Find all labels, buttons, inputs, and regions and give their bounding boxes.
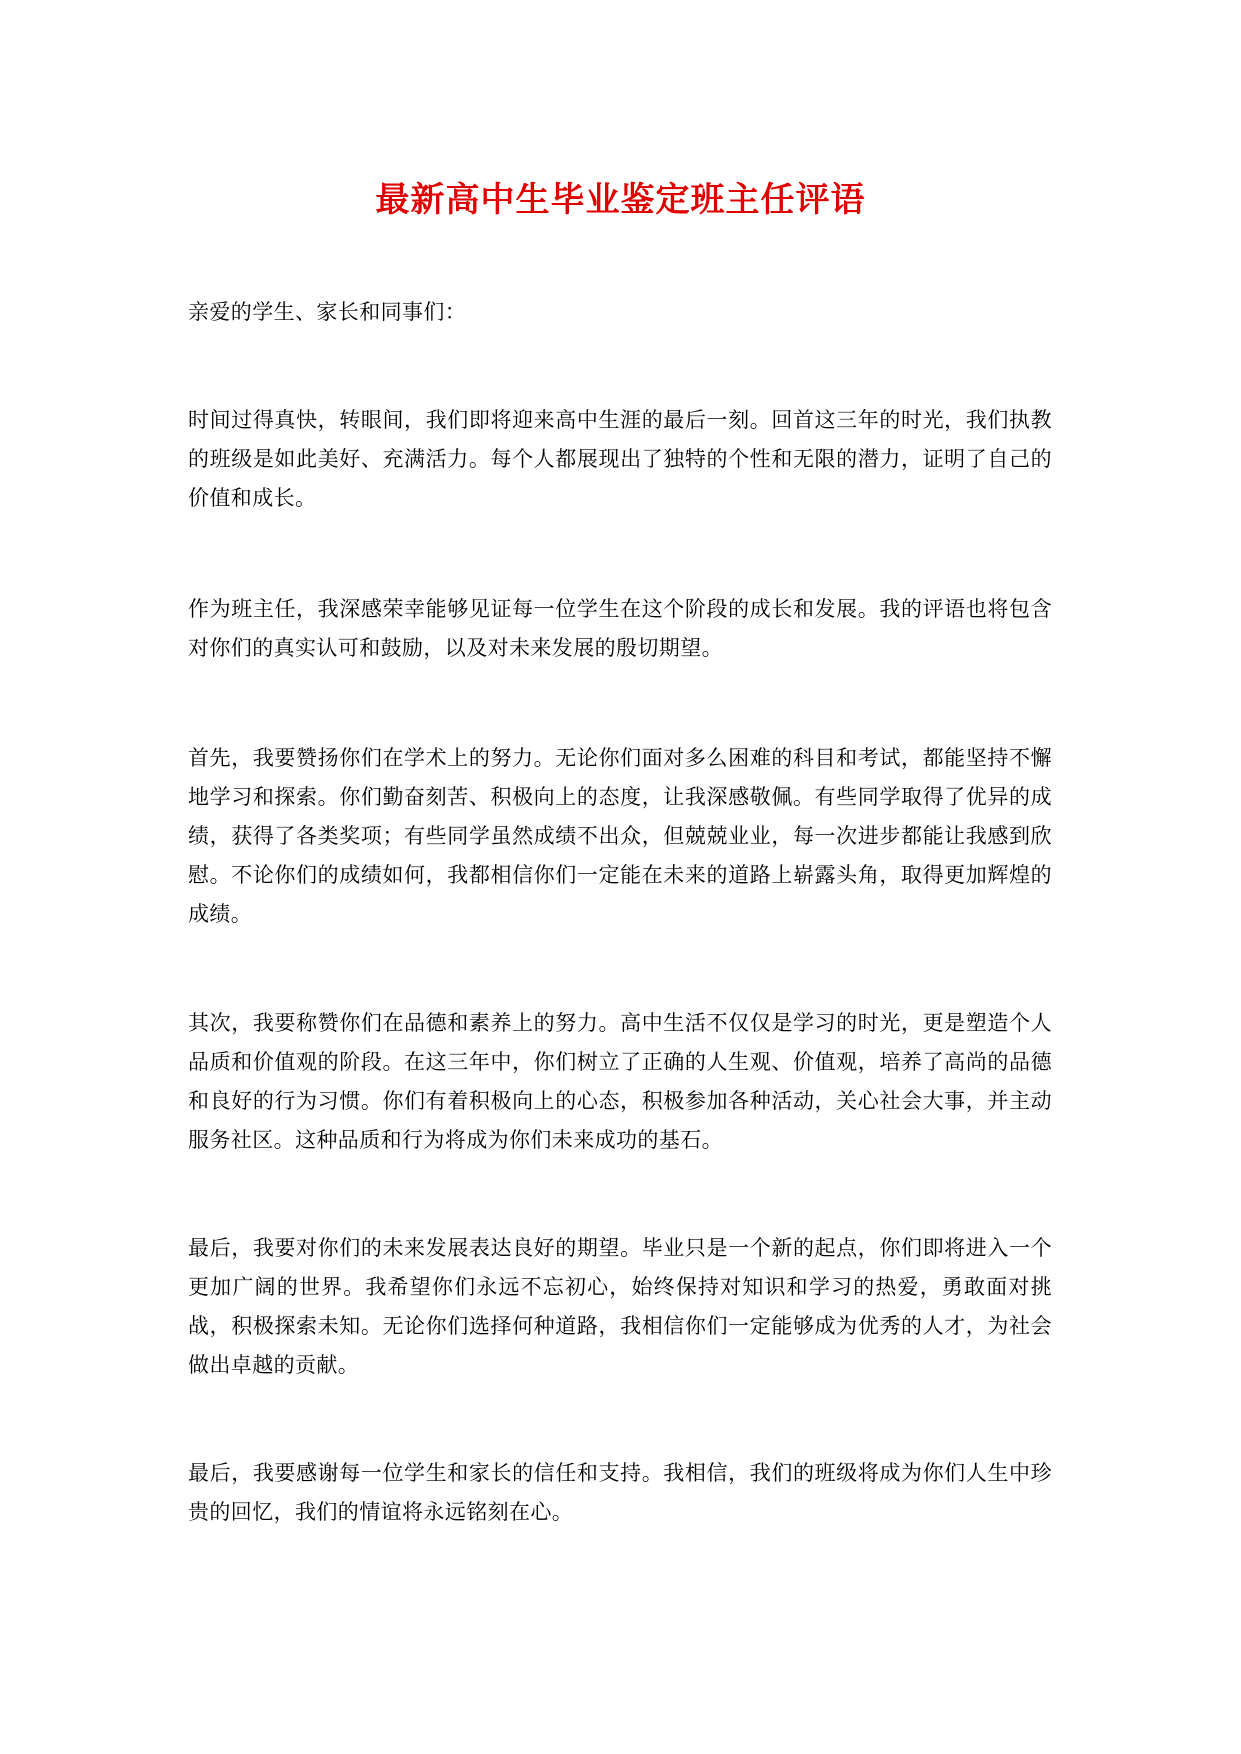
role-paragraph: 作为班主任，我深感荣幸能够见证每一位学生在这个阶段的成长和发展。我的评语也将包含对你们的真实认可和鼓励，以及对未来发展的殷切期望。 xyxy=(188,597,1052,660)
character-paragraph: 其次，我要称赞你们在品德和素养上的努力。高中生活不仅仅是学习的时光，更是塑造个人品质和价值观的阶段。在这三年中，你们树立了正确的人生观、价值观，培养了高尚的品德和良好的行为习惯。你们有着积极向上的心态，积极参加各种活动，关心社会大事，并主动服务社区。这种品质和行为将成为你们未来成功的基石。 xyxy=(188,1011,1052,1152)
document-title: 最新高中生毕业鉴定班主任评语 xyxy=(375,180,866,220)
thanks-paragraph: 最后，我要感谢每一位学生和家长的信任和支持。我相信，我们的班级将成为你们人生中珍贵的回忆，我们的情谊将永远铭刻在心。 xyxy=(188,1461,1052,1524)
academic-paragraph: 首先，我要赞扬你们在学术上的努力。无论你们面对多么困难的科目和考试，都能坚持不懈地学习和探索。你们勤奋刻苦、积极向上的态度，让我深感敬佩。有些同学取得了优异的成绩，获得了各类奖项；有些同学虽然成绩不出众，但兢兢业业，每一次进步都能让我感到欣慰。不论你们的成绩如何，我都相信你们一定能在未来的道路上崭露头角，取得更加辉煌的成绩。 xyxy=(188,746,1052,926)
greeting-paragraph: 亲爱的学生、家长和同事们： xyxy=(188,300,467,324)
future-paragraph: 最后，我要对你们的未来发展表达良好的期望。毕业只是一个新的起点，你们即将进入一个更加广阔的世界。我希望你们永远不忘初心，始终保持对知识和学习的热爱，勇敢面对挑战，积极探索未知。无论你们选择何种道路，我相信你们一定能够成为优秀的人才，为社会做出卓越的贡献。 xyxy=(188,1236,1052,1377)
intro-paragraph: 时间过得真快，转眼间，我们即将迎来高中生涯的最后一刻。回首这三年的时光，我们执教的班级是如此美好、充满活力。每个人都展现出了独特的个性和无限的潜力，证明了自己的价值和成长。 xyxy=(188,408,1052,510)
